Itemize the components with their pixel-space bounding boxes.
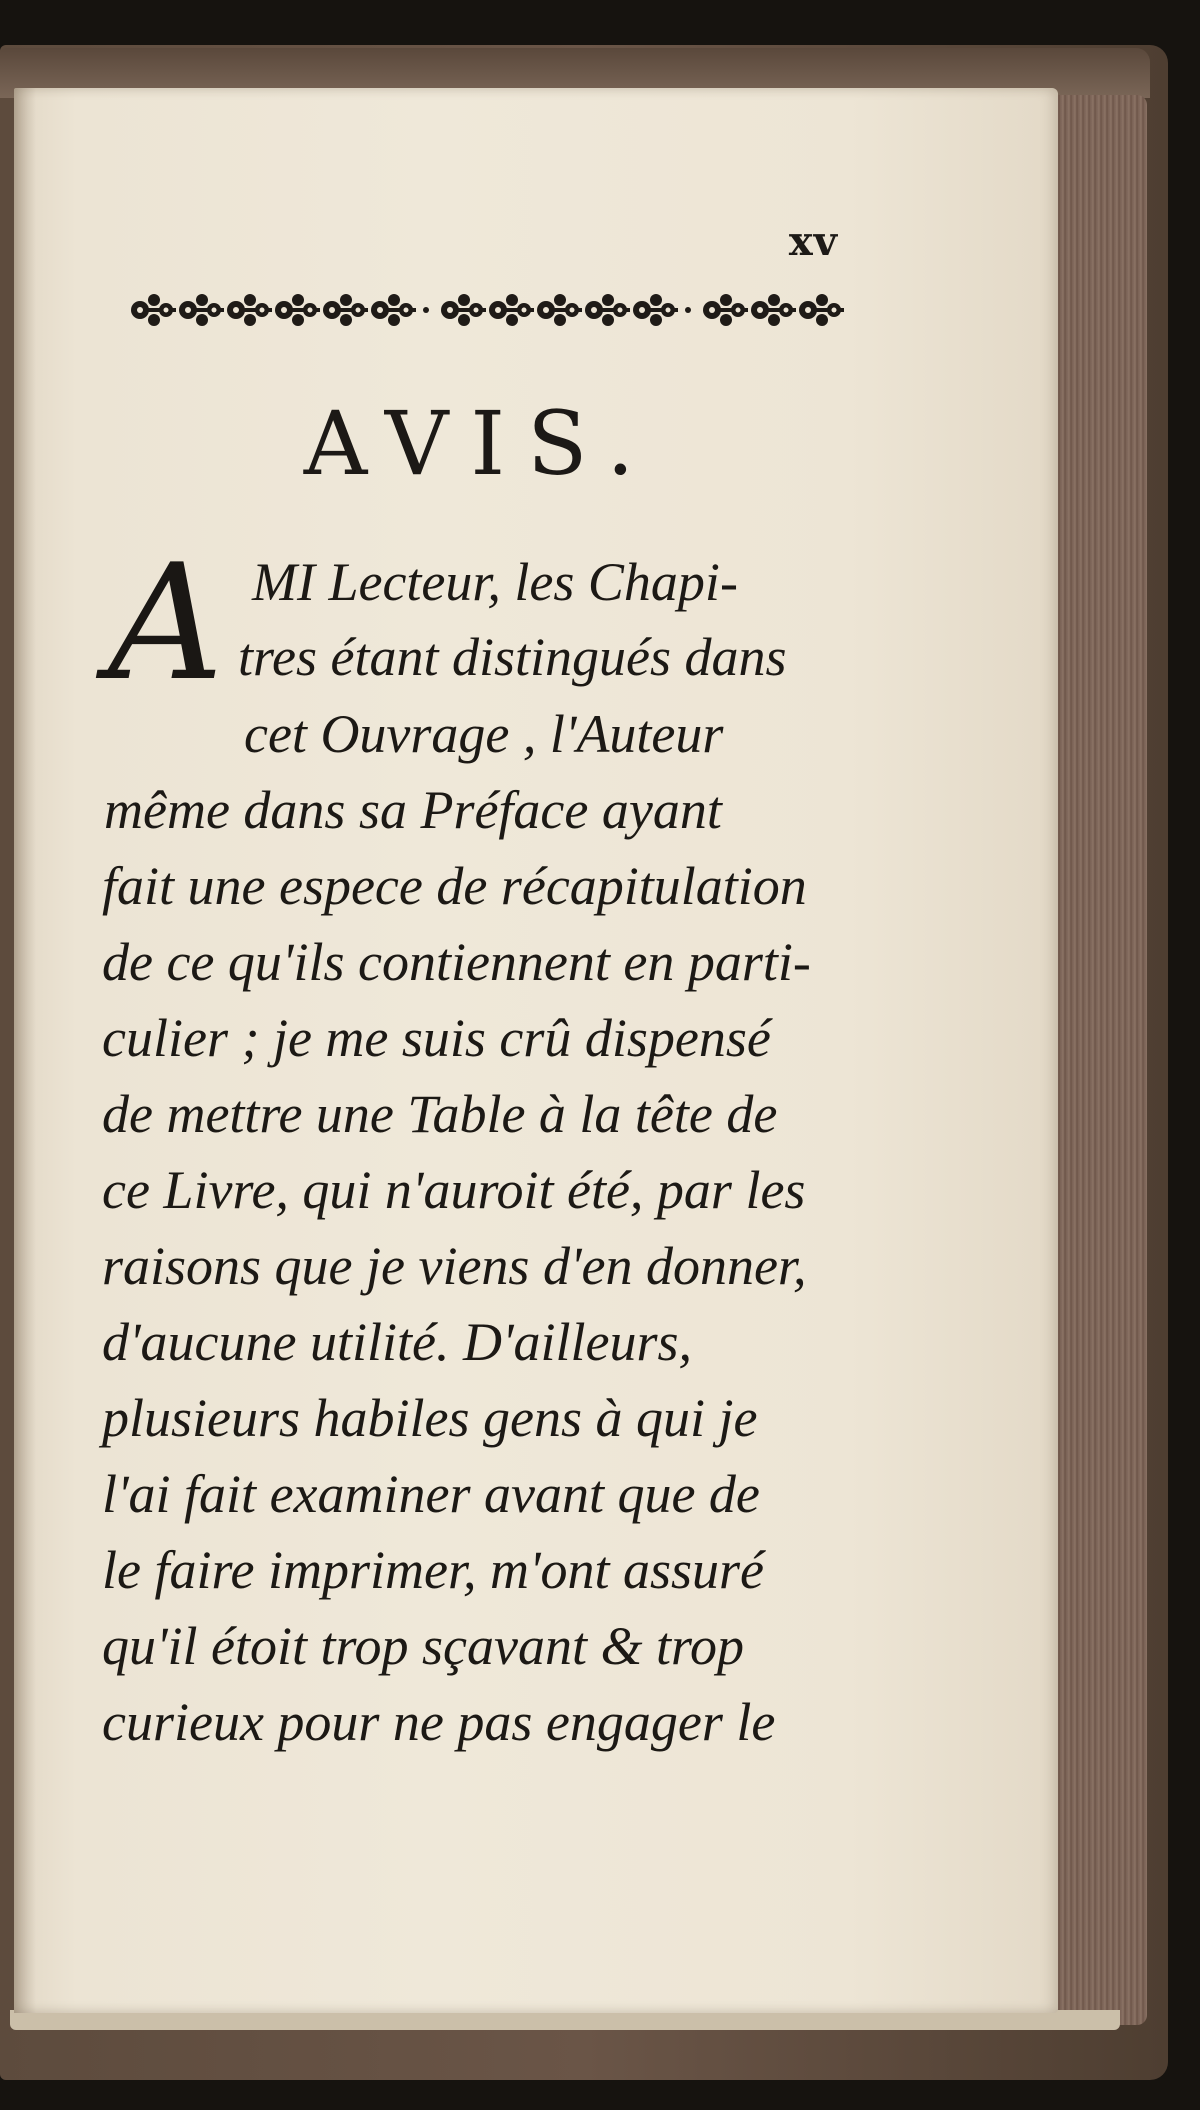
gutter-shadow: [14, 88, 36, 2013]
drop-cap: A: [108, 529, 224, 716]
text-line: l'ai fait examiner avant que de: [102, 1464, 760, 1524]
page-fore-edge: [1055, 95, 1147, 2025]
text-line: même dans sa Préface ayant: [104, 780, 722, 840]
page-bottom-edge: [10, 2010, 1120, 2030]
ornament-band-icon: [126, 280, 850, 340]
text-line: de mettre une Table à la tête de: [102, 1084, 778, 1144]
text-line: plusieurs habiles gens à qui je: [102, 1388, 758, 1448]
text-line: raisons que je viens d'en donner,: [102, 1236, 807, 1296]
text-line: le faire imprimer, m'ont assuré: [102, 1540, 765, 1600]
text-line: MI Lecteur, les Chapi-: [252, 552, 738, 612]
text-line: tres étant distingués dans: [238, 627, 787, 687]
text-line: qu'il étoit trop sçavant & trop: [102, 1616, 745, 1676]
text-line: fait une espece de récapitulation: [102, 856, 807, 916]
page-number: xv: [788, 218, 838, 265]
text-line: d'aucune utilité. D'ailleurs,: [102, 1312, 693, 1372]
page-title: AVIS.: [303, 392, 657, 495]
text-line: cet Ouvrage , l'Auteur: [244, 704, 724, 764]
text-line: de ce qu'ils contiennent en parti-: [102, 932, 811, 992]
text-line: curieux pour ne pas engager le: [102, 1692, 776, 1752]
text-line: ce Livre, qui n'auroit été, par les: [102, 1160, 806, 1220]
text-line: culier ; je me suis crû dispensé: [102, 1008, 771, 1068]
